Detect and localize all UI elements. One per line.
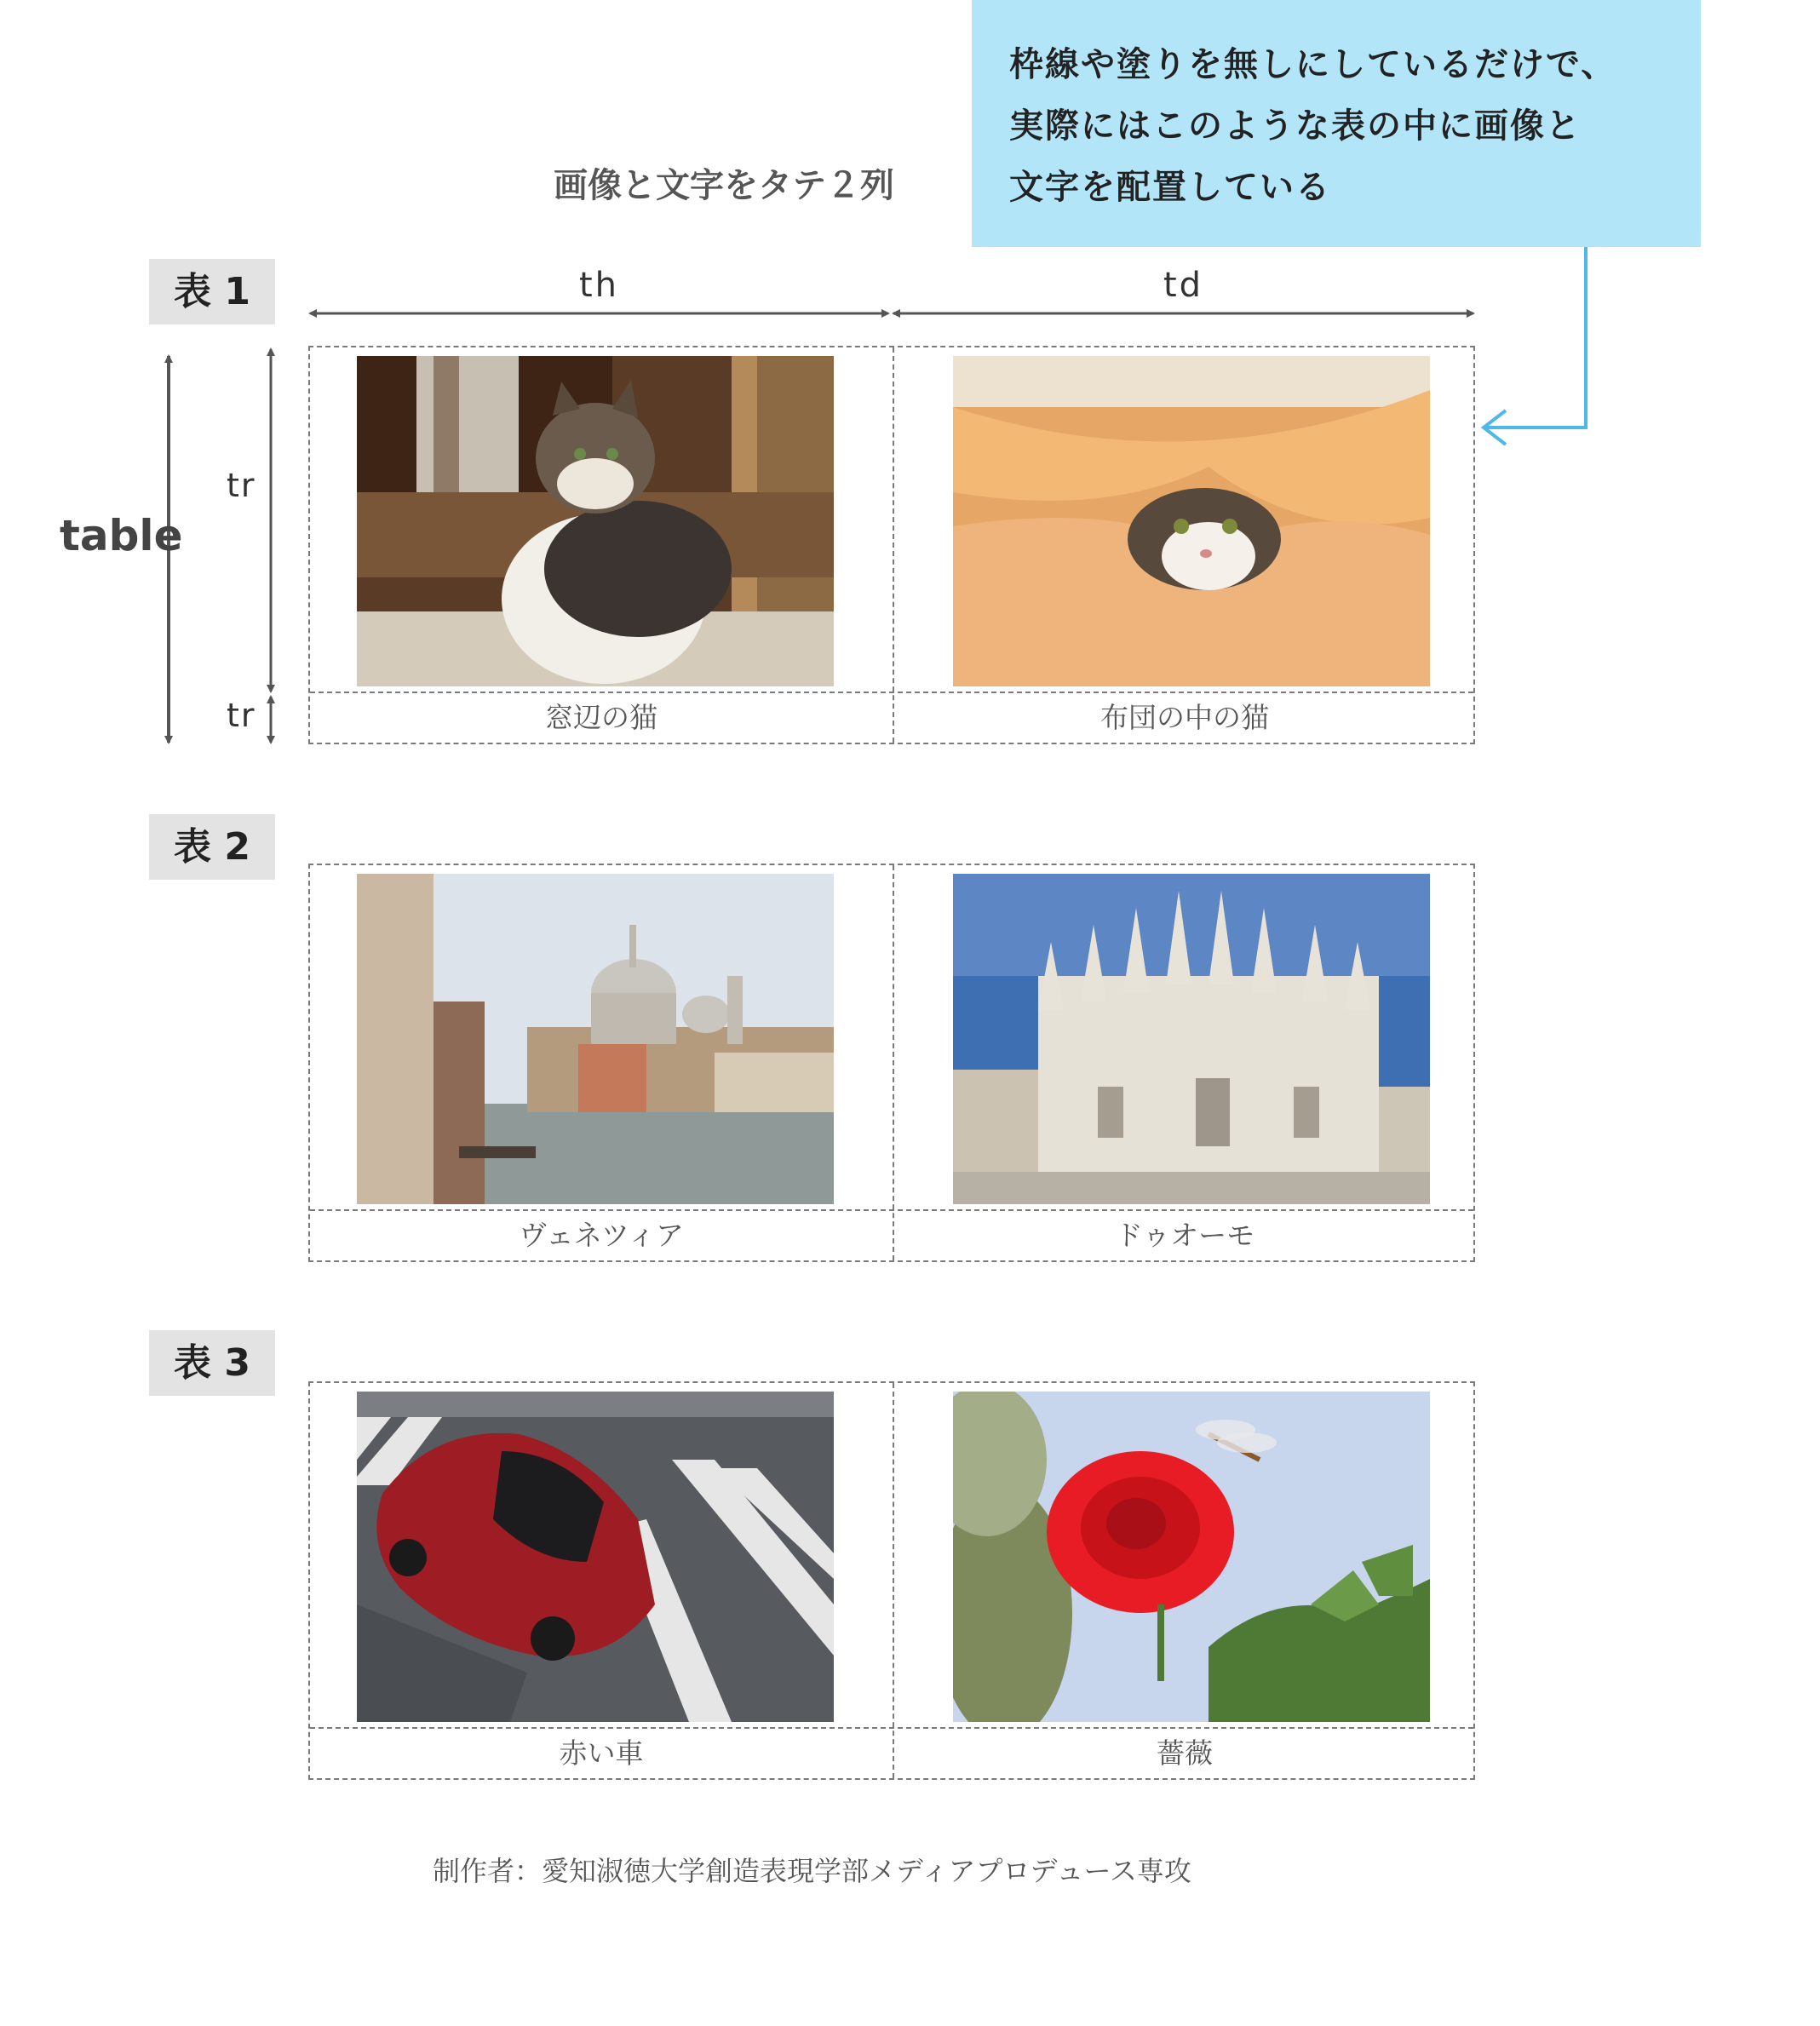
table-1 xyxy=(308,346,1475,744)
callout-line: 実際にはこのような表の中に画像と xyxy=(1009,106,1582,146)
cell-divider xyxy=(893,1383,894,1778)
cat-under-futon-photo xyxy=(953,356,1430,686)
footer-credit xyxy=(0,1850,1820,1889)
th-label: th xyxy=(579,266,620,305)
cell-divider xyxy=(893,865,894,1260)
callout-line: 枠線や塗りを無しにしているだけで、 xyxy=(1009,45,1617,84)
callout-line: 文字を配置している xyxy=(1009,168,1331,207)
tr-image-row-label: tr xyxy=(227,467,256,504)
cell-divider xyxy=(893,347,894,743)
caption-venice: ヴェネツィア xyxy=(519,1219,684,1252)
td-label: td xyxy=(1163,266,1204,305)
table-2 xyxy=(308,864,1475,1262)
callout-connector-line xyxy=(1486,247,1586,428)
venice-grand-canal-photo xyxy=(357,874,834,1204)
caption-duomo: ドゥオーモ xyxy=(1114,1219,1255,1252)
red-rose-dragonfly-photo xyxy=(953,1392,1430,1722)
milan-duomo-photo xyxy=(953,874,1430,1204)
table-3-label: 表 3 xyxy=(149,1330,275,1396)
caption-rose: 薔薇 xyxy=(1157,1736,1213,1770)
caption-red-car: 赤い車 xyxy=(559,1736,644,1770)
table-1-label: 表 1 xyxy=(149,259,275,324)
page-title: 画像と文字をタテ２列 xyxy=(554,165,894,205)
caption-cat-under-futon: 布団の中の猫 xyxy=(1100,701,1269,734)
tr-caption-row-label: tr xyxy=(227,697,256,734)
cat-by-window-photo xyxy=(357,356,834,686)
red-car-photo xyxy=(357,1392,834,1722)
table-2-label: 表 2 xyxy=(149,814,275,880)
footer-text: 制作者：愛知淑徳大学創造表現学部メディアプロデュース専攻 xyxy=(433,1855,1191,1887)
table-3 xyxy=(308,1381,1475,1780)
table-label: table xyxy=(60,511,183,560)
caption-cat-by-window: 窓辺の猫 xyxy=(545,701,657,734)
